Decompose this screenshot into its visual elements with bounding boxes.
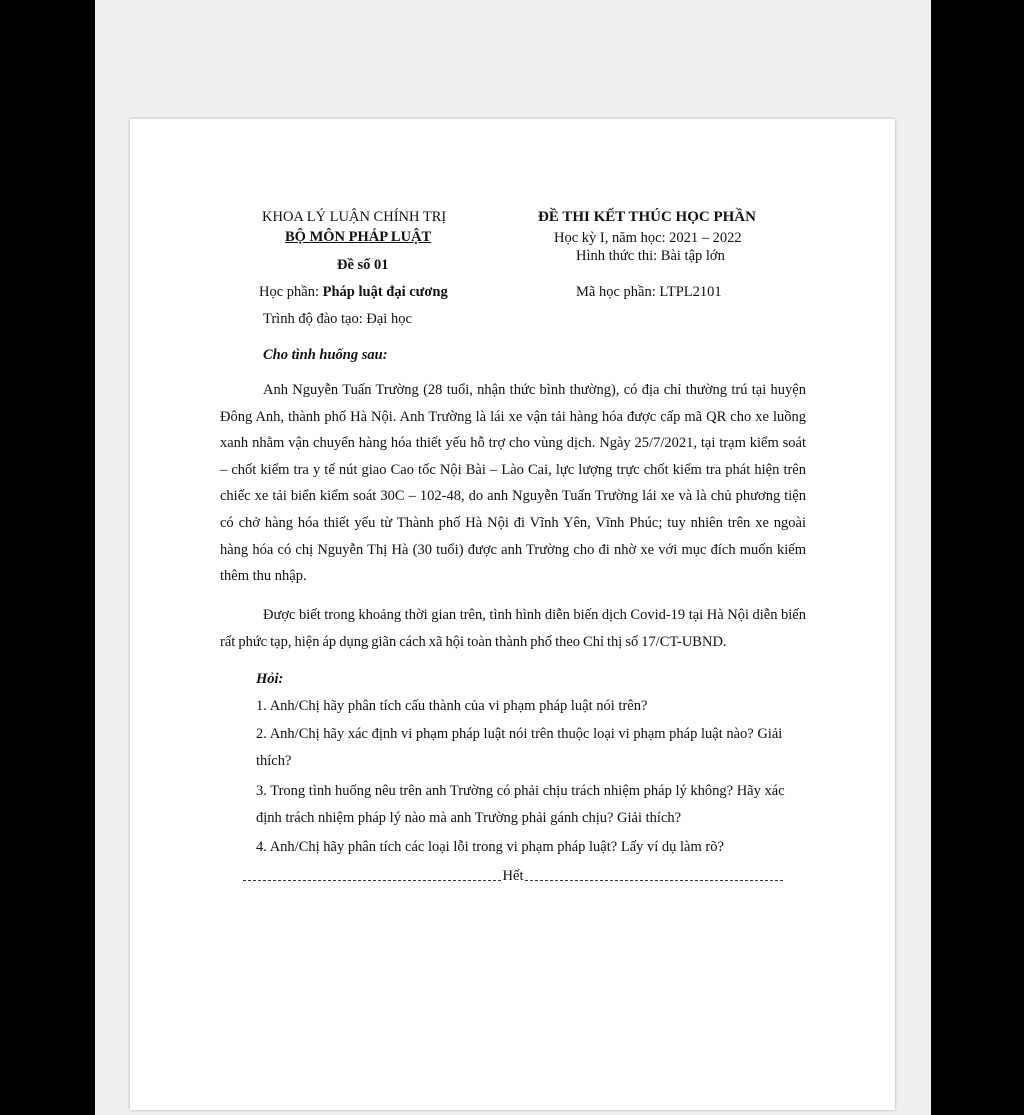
end-divider [243,866,783,886]
exam-number: Đề số 01 [337,257,389,273]
course-label: Học phần: [259,284,323,300]
exam-title: ĐỀ THI KẾT THÚC HỌC PHẦN [538,209,756,225]
exam-format: Hình thức thi: Bài tập lớn [576,248,725,264]
question-1: 1. Anh/Chị hãy phân tích cấu thành của vi phạm pháp luật nói trên? [256,698,648,714]
semester-year: Học kỳ I, năm học: 2021 – 2022 [554,230,742,246]
faculty-name: KHOA LÝ LUẬN CHÍNH TRỊ [262,209,447,225]
department-name: BỘ MÔN PHÁP LUẬT [285,229,432,245]
course-line [259,283,448,301]
divider-right [525,880,783,881]
question-2: 2. Anh/Chị hãy xác định vi phạm pháp luật nói trên thuộc loại vi phạm pháp luật nào? Giải thích? [256,726,783,769]
training-level: Trình độ đào tạo: Đại học [263,311,412,327]
scenario-paragraph-2: Được biết trong khoảng thời gian trên, tình hình diễn biến dịch Covid-19 tại Hà Nội diễn biến rất phức tạp, hiện áp dụng giãn cách xã hội toàn thành phố theo Chỉ thị số 17/CT-UBND. [220,607,806,650]
questions-heading: Hỏi: [256,671,284,687]
question-3: 3. Trong tình huống nêu trên anh Trường có phải chịu trách nhiệm pháp lý không? Hãy xác định trách nhiệm pháp lý nào mà anh Trường phải gánh chịu? Giải thích? [256,783,785,826]
question-4: 4. Anh/Chị hãy phân tích các loại lỗi trong vi phạm pháp luật? Lấy ví dụ làm rõ? [256,839,724,855]
scenario-heading: Cho tình huống sau: [263,347,388,363]
end-text: Hết [502,867,524,884]
divider-left [243,880,501,881]
course-name: Pháp luật đại cương [322,284,448,300]
scenario-paragraph-1: Anh Nguyễn Tuấn Trường (28 tuổi, nhận thức bình thường), có địa chỉ thường trú tại huyện Đông Anh, thành phố Hà Nội. Anh Trường là lái xe vận tải hàng hóa được cấp mã QR cho xe luồng xanh nhằm vận chuyển hàng hóa thiết yếu hỗ trợ cho vùng dịch. Ngày 25/7/2021, tại trạm kiểm soát – chốt kiểm tra y tế nút giao Cao tốc Nội Bài – Lào Cai, lực lượng trực chốt kiểm tra phát hiện trên chiếc xe tải biển kiểm soát 30C – 102-48, do anh Nguyễn Tuấn Trường lái xe và là chủ phương tiện có chở hàng hóa thiết yếu từ Thành phố Hà Nội đi Vĩnh Yên, Vĩnh Phúc; tuy nhiên trên xe ngoài hàng hóa có chị Nguyễn Thị Hà (30 tuổi) được anh Trường cho đi nhờ xe với mục đích muốn kiếm thêm thu nhập. [220,382,806,585]
course-code: Mã học phần: LTPL2101 [576,284,722,300]
